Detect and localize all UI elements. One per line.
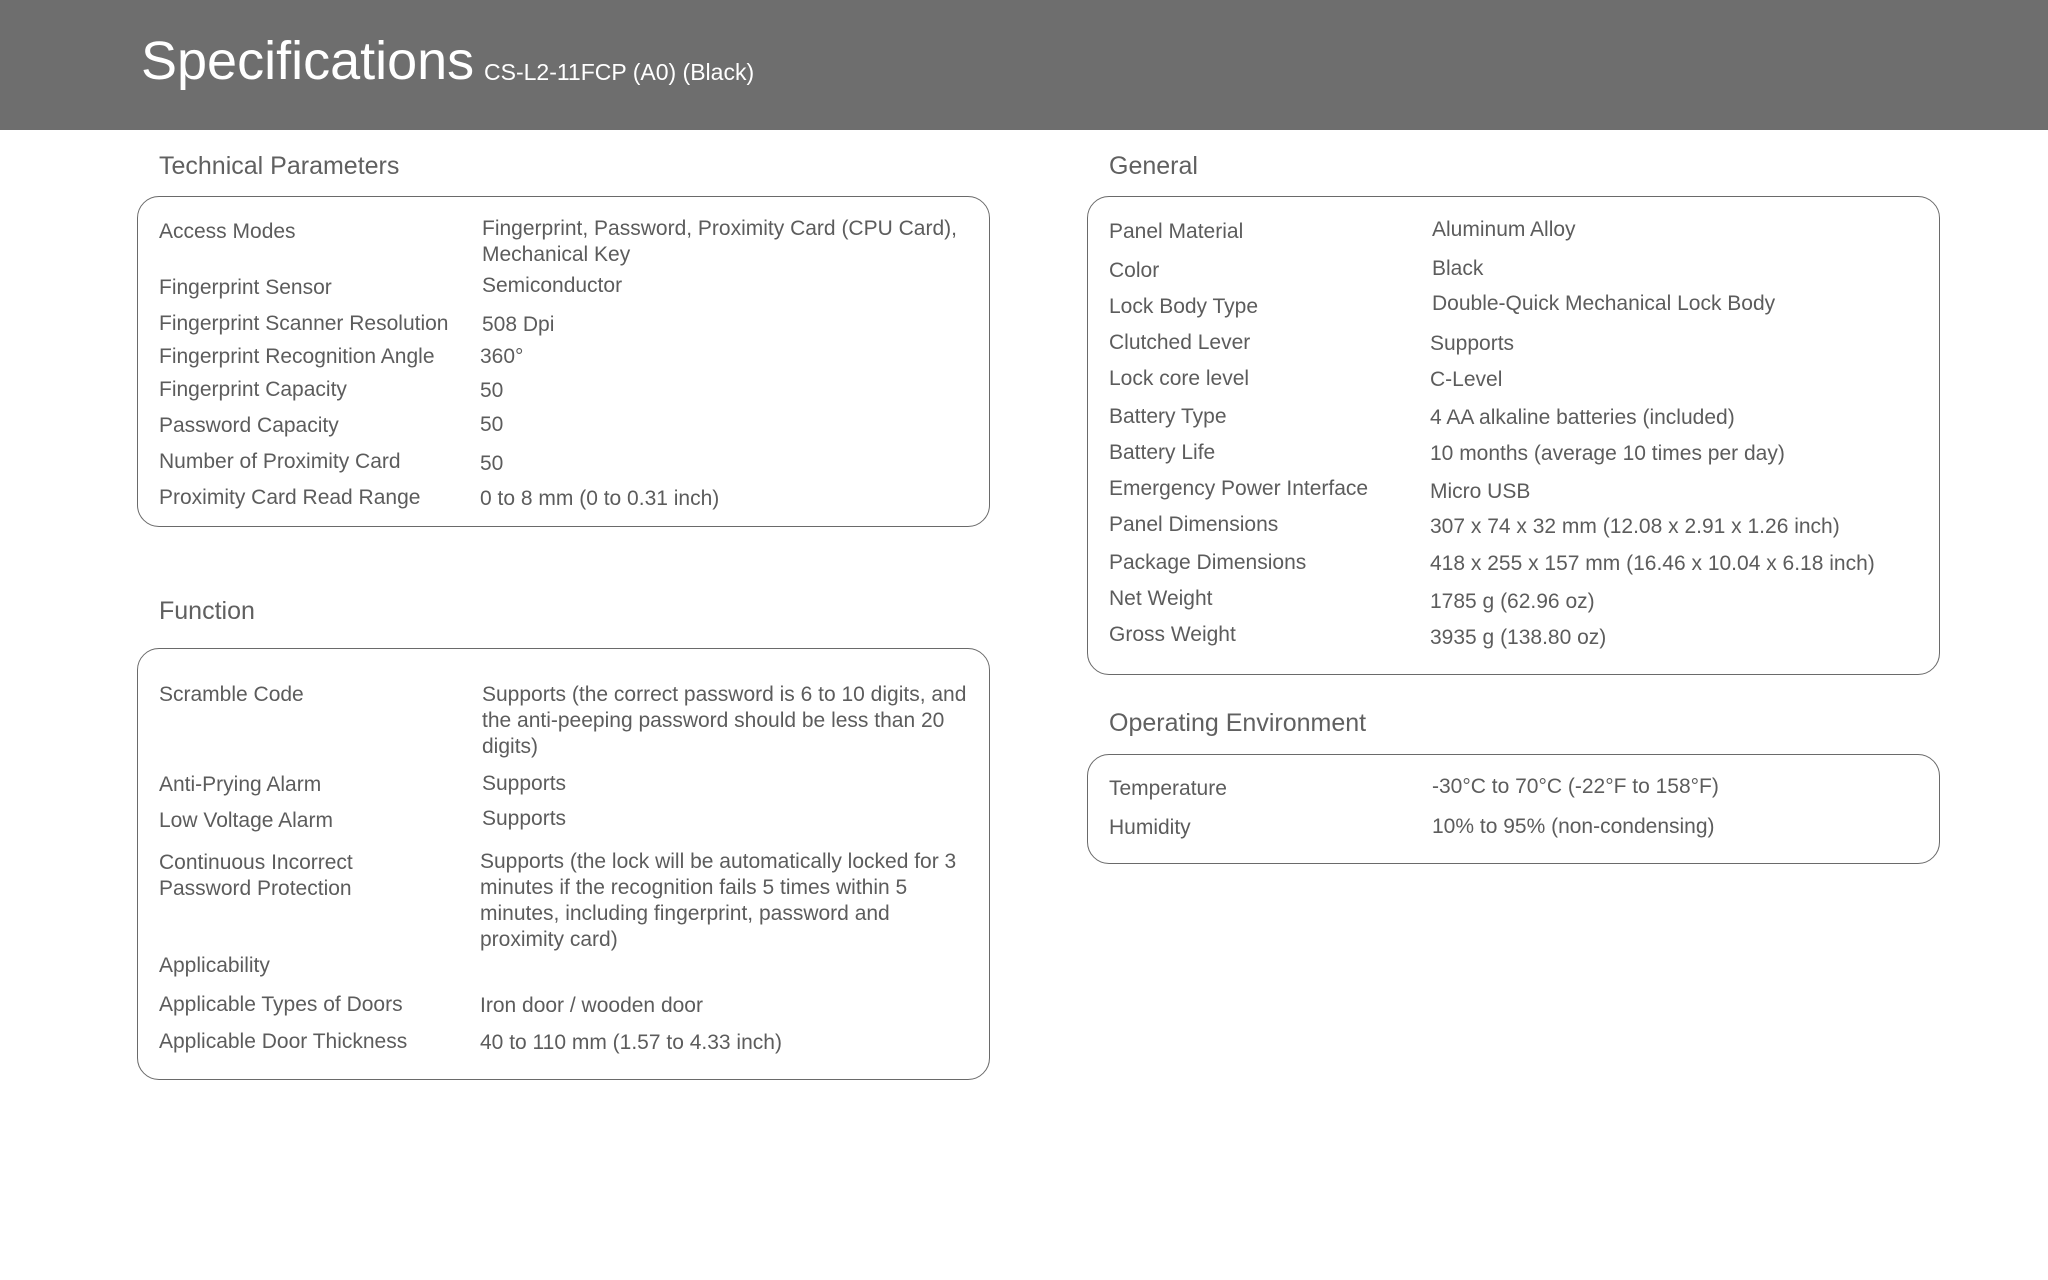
spec-value: 4 AA alkaline batteries (included) — [1430, 406, 1735, 429]
spec-value: 10% to 95% (non-condensing) — [1432, 815, 1715, 838]
spec-value: 1785 g (62.96 oz) — [1430, 590, 1595, 613]
spec-label: Fingerprint Scanner Resolution — [159, 312, 449, 335]
spec-label: Anti-Prying Alarm — [159, 773, 322, 796]
spec-label: Clutched Lever — [1109, 331, 1251, 354]
spec-value: Aluminum Alloy — [1432, 218, 1576, 241]
spec-label: Gross Weight — [1109, 623, 1236, 646]
spec-label: Applicability — [159, 954, 270, 977]
spec-value: 508 Dpi — [482, 313, 555, 336]
spec-label: Color — [1109, 259, 1160, 282]
spec-value: 50 — [480, 413, 504, 436]
operating-environment-panel — [1087, 754, 1940, 864]
section-title-function: Function — [159, 597, 255, 625]
spec-label: Lock core level — [1109, 367, 1250, 390]
spec-value: 307 x 74 x 32 mm (12.08 x 2.91 x 1.26 inch) — [1430, 515, 1840, 538]
spec-value: 360° — [480, 345, 524, 368]
spec-label: Password Capacity — [159, 414, 339, 437]
spec-label: Scramble Code — [159, 683, 304, 706]
spec-value: 50 — [480, 379, 504, 402]
spec-value: Supports — [482, 772, 567, 795]
spec-value: Micro USB — [1430, 480, 1531, 503]
spec-label: Humidity — [1109, 816, 1191, 839]
spec-label: Number of Proximity Card — [159, 450, 401, 473]
spec-label: Emergency Power Interface — [1109, 477, 1369, 500]
spec-label: Net Weight — [1109, 587, 1213, 610]
spec-value: 3935 g (138.80 oz) — [1430, 626, 1607, 649]
spec-value: -30°C to 70°C (-22°F to 158°F) — [1432, 775, 1719, 798]
section-title-environment: Operating Environment — [1109, 709, 1367, 737]
spec-value: C-Level — [1430, 368, 1503, 391]
spec-value: Black — [1432, 257, 1484, 280]
spec-label: Access Modes — [159, 220, 296, 243]
spec-label: Battery Life — [1109, 441, 1216, 464]
spec-value: Supports (the correct password is 6 to 10 digits, and the anti-peeping password should be less than 20 digits) — [482, 683, 967, 758]
spec-value: 418 x 255 x 157 mm (16.46 x 10.04 x 6.18 inch) — [1430, 552, 1875, 575]
spec-value: Supports — [482, 807, 567, 830]
spec-label: Fingerprint Sensor — [159, 276, 332, 299]
spec-label: Fingerprint Capacity — [159, 378, 347, 401]
model-name: CS-L2-11FCP (A0) (Black) — [484, 59, 755, 85]
spec-value: 50 — [480, 452, 504, 475]
spec-label: Low Voltage Alarm — [159, 809, 333, 832]
spec-label: Panel Material — [1109, 220, 1244, 243]
spec-value: 10 months (average 10 times per day) — [1430, 442, 1785, 465]
spec-label: Continuous Incorrect Password Protection — [159, 851, 353, 900]
spec-label: Applicable Types of Doors — [159, 993, 403, 1016]
spec-label: Package Dimensions — [1109, 551, 1307, 574]
header-bar — [0, 0, 2048, 130]
spec-value: Iron door / wooden door — [480, 994, 703, 1017]
spec-value: Semiconductor — [482, 274, 623, 297]
section-title-technical: Technical Parameters — [159, 152, 400, 180]
spec-label: Panel Dimensions — [1109, 513, 1279, 536]
spec-value: Supports — [1430, 332, 1515, 355]
page-title: Specifications — [141, 31, 475, 91]
spec-label: Lock Body Type — [1109, 295, 1259, 318]
spec-label: Fingerprint Recognition Angle — [159, 345, 435, 368]
spec-label: Temperature — [1109, 777, 1227, 800]
spec-label: Proximity Card Read Range — [159, 486, 421, 509]
spec-label: Battery Type — [1109, 405, 1227, 428]
spec-value: 0 to 8 mm (0 to 0.31 inch) — [480, 487, 720, 510]
spec-value: Double-Quick Mechanical Lock Body — [1432, 292, 1776, 315]
spec-value: Fingerprint, Password, Proximity Card (CPU Card), Mechanical Key — [482, 217, 957, 266]
spec-value: Supports (the lock will be automatically locked for 3 minutes if the recognition fails 5 times within 5 minutes, including fingerprint, password and proximity card) — [480, 850, 957, 951]
spec-label: Applicable Door Thickness — [159, 1030, 408, 1053]
section-title-general: General — [1109, 152, 1198, 180]
spec-value: 40 to 110 mm (1.57 to 4.33 inch) — [480, 1031, 782, 1054]
